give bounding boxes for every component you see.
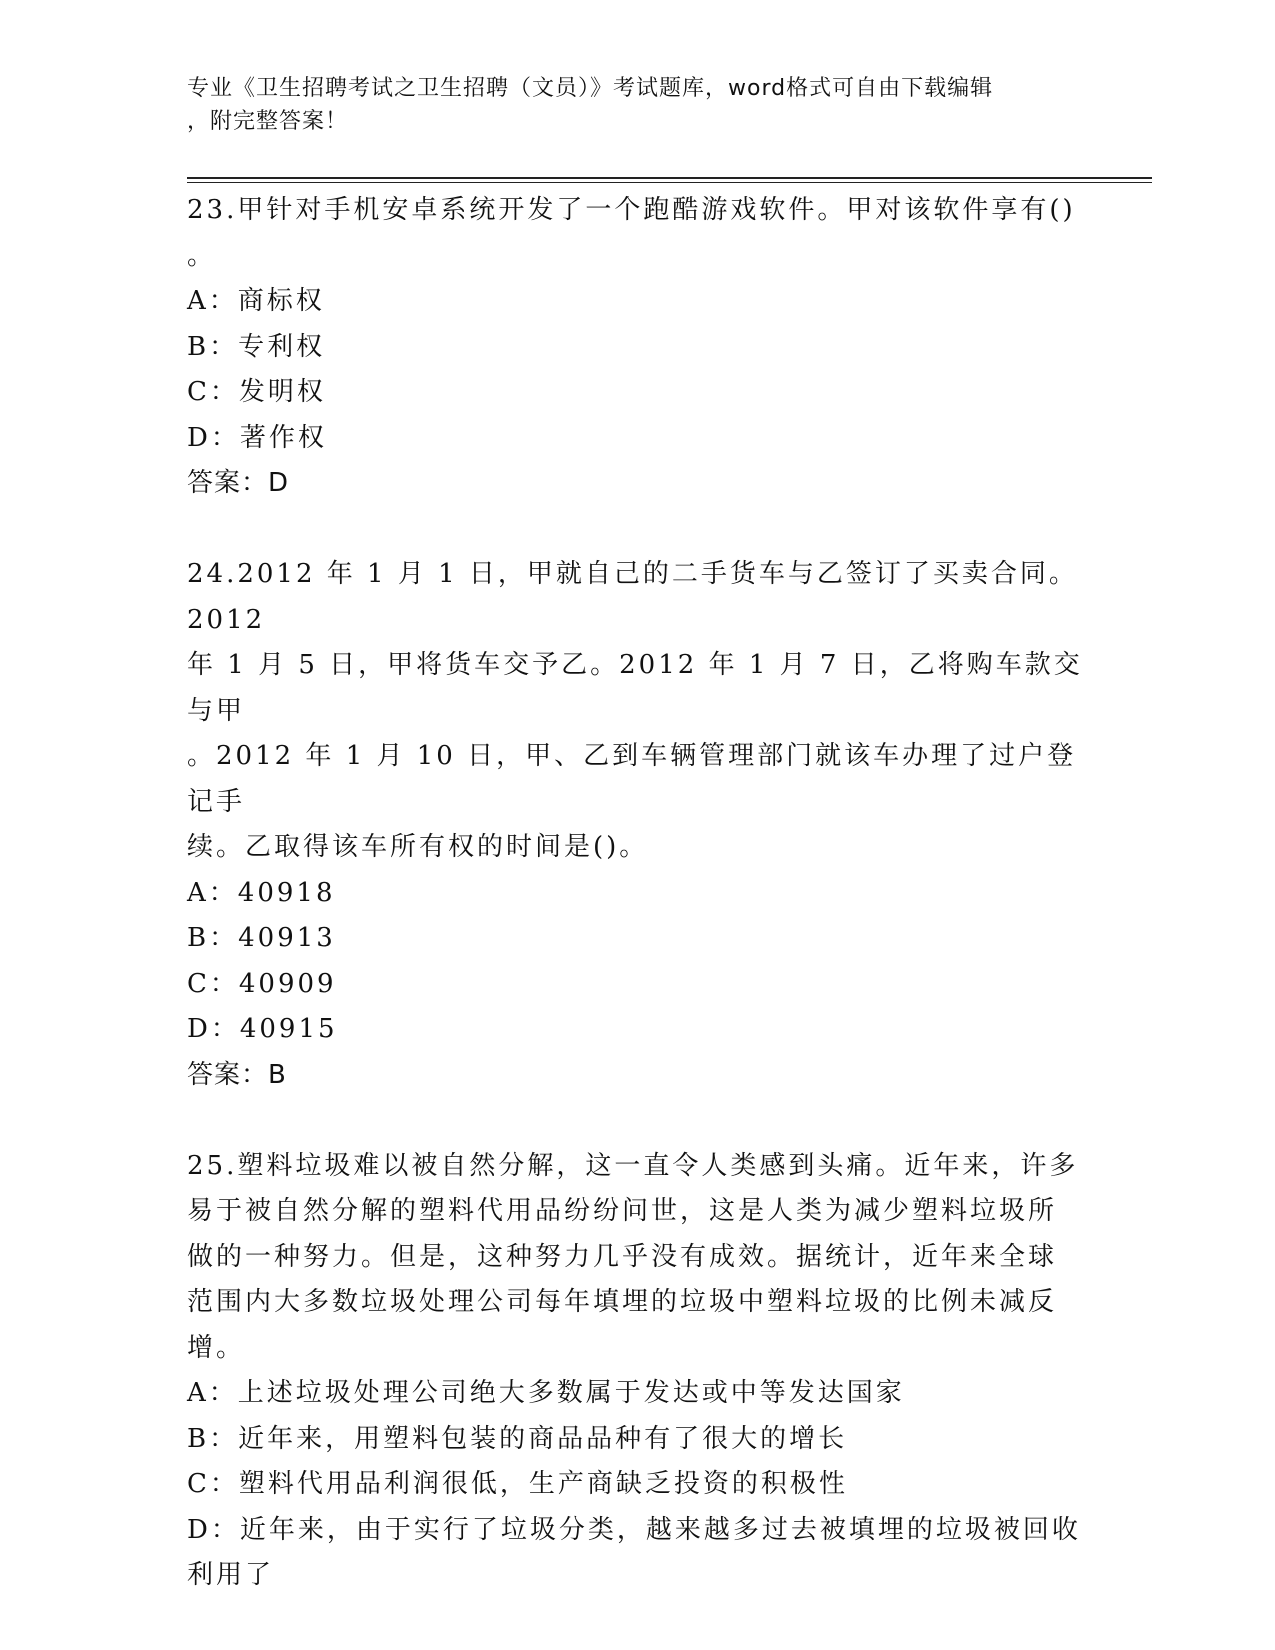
question-stem-line: 25.塑料垃圾难以被自然分解，这一直令人类感到头痛。近年来，许多 (187, 1150, 1079, 1181)
spacer (187, 1098, 1087, 1144)
question-stem-line: 24.2012 年 1 月 1 日，甲就自己的二手货车与乙签订了买卖合同。2012 (187, 559, 1078, 635)
question-24 (187, 552, 1087, 1098)
question-stem-line: 。2012 年 1 月 10 日，甲、乙到车辆管理部门就该车办理了过户登记手 (187, 741, 1077, 817)
question-stem-line: 续。乙取得该车所有权的时间是()。 (187, 832, 649, 862)
option-d: D：近年来，由于实行了垃圾分类，越来越多过去被填埋的垃圾被回收 (187, 1514, 1081, 1545)
question-list (187, 188, 1087, 1599)
answer-line: 答案：B (187, 1059, 287, 1090)
option-d-continued: 利用了 (187, 1560, 275, 1590)
document-header (187, 72, 1067, 138)
option-c: C：40909 (187, 968, 337, 999)
question-stem-line: 年 1 月 5 日，甲将货车交予乙。2012 年 1 月 7 日，乙将购车款交与甲 (187, 650, 1083, 726)
option-c: C：塑料代用品利润很低，生产商缺乏投资的积极性 (187, 1469, 848, 1499)
question-23 (187, 188, 1087, 507)
option-a: A：40918 (187, 877, 336, 908)
option-b: B：专利权 (187, 331, 326, 362)
header-divider-thick (187, 177, 1152, 179)
header-line-2: ，附完整答案！ (187, 109, 349, 134)
question-stem-line: 23.甲针对手机安卓系统开发了一个跑酷游戏软件。甲对该软件享有() (187, 195, 1076, 225)
question-stem-line: 做的一种努力。但是，这种努力几乎没有成效。据统计，近年来全球 (187, 1241, 1058, 1272)
spacer (187, 507, 1087, 553)
question-stem-line: 范围内大多数垃圾处理公司每年填埋的垃圾中塑料垃圾的比例未减反 (187, 1287, 1058, 1317)
option-c: C：发明权 (187, 377, 326, 407)
option-b: B：40913 (187, 923, 336, 953)
question-25 (187, 1144, 1087, 1599)
answer-line: 答案：D (187, 468, 290, 498)
question-stem-line: 易于被自然分解的塑料代用品纷纷问世，这是人类为减少塑料垃圾所 (187, 1196, 1058, 1226)
question-stem-line: 增。 (187, 1332, 246, 1363)
option-b: B：近年来，用塑料包装的商品品种有了很大的增长 (187, 1423, 848, 1454)
option-a: A：上述垃圾处理公司绝大多数属于发达或中等发达国家 (187, 1378, 905, 1408)
header-divider-thin (187, 182, 1152, 183)
option-d: D：40915 (187, 1014, 338, 1044)
question-stem-line: 。 (187, 240, 217, 271)
option-a: A：商标权 (187, 286, 325, 316)
option-d: D：著作权 (187, 422, 327, 453)
header-line-1: 专业《卫生招聘考试之卫生招聘（文员）》考试题库，word格式可自由下载编辑 (187, 76, 994, 101)
